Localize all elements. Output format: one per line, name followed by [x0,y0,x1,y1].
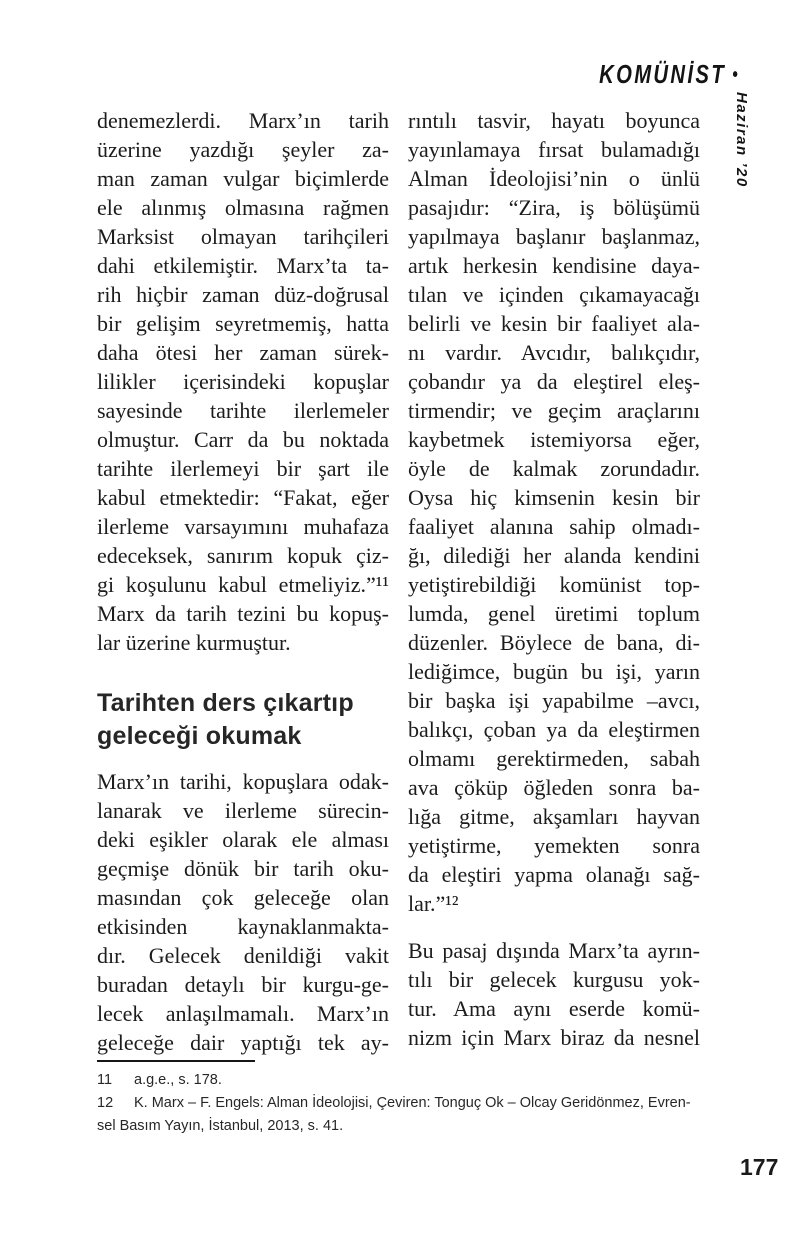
text-line: Marksist olmayan tarihçileri [97,224,389,249]
text-line: ğı, dilediği her alanda kendini [408,543,700,568]
text-line: kaybetmek istemiyorsa eğer, [408,427,700,452]
page-number: 177 [740,1154,779,1180]
text-line: olmamı gerektirmeden, sabah [408,746,700,771]
text-line: bir gelişim seyretmemiş, hatta [97,311,389,336]
text-line: lığa gitme, akşamları hayvan [408,804,700,829]
magazine-title-text: KOMÜNİST [599,59,727,89]
bullet-icon: • [732,64,738,86]
text-line: gi koşulunu kabul etmeliyiz.”¹¹ [97,572,389,597]
text-line: Marx’ın tarihi, kopuşlara odak- [97,769,389,794]
text-line: lediğimce, bugün bu işi, yarın [408,659,700,684]
text-line: tılı bir gelecek kurgusu yok- [408,967,700,992]
text-line: lecek anlaşılmamalı. Marx’ın [97,1001,389,1026]
text-line: balıkçı, çoban ya da eleştirmen [408,717,700,742]
footnote-line [97,1092,737,1115]
text-line: etkisinden kaynaklanmakta- [97,914,389,939]
text-line: olmuştur. Carr da bu noktada [97,427,389,452]
left-column [97,106,389,1057]
paragraph [97,106,389,657]
text-line: man zaman vulgar biçimlerde [97,166,389,191]
text-line: öyle de kalmak zorundadır. [408,456,700,481]
heading-line: geleceği okumak [97,722,302,750]
text-line: nı vardır. Avcıdır, balıkçıdır, [408,340,700,365]
text-line: sayesinde tarihte ilerlemeler [97,398,389,423]
text-line: kabul etmektedir: “Fakat, eğer [97,485,389,510]
text-line: ele alınmış olmasına rağmen [97,195,389,220]
footnote-list [97,1069,737,1138]
text-line: deki eşikler olarak ele alması [97,827,389,852]
text-line: ava çöküp öğleden sonra ba- [408,775,700,800]
text-line: tur. Ama aynı eserde komü- [408,996,700,1021]
text-line: dahi etkilemiştir. Marx’ta ta- [97,253,389,278]
footnote-number: 11 [97,1072,113,1088]
heading-line: Tarihten ders çıkartıp [97,689,354,717]
paragraph [408,936,700,1052]
text-line: yayınlamaya fırsat bulamadığı [408,137,700,162]
text-line: denemezlerdi. Marx’ın tarih [97,108,389,133]
text-line: geçmişe dönük bir tarih oku- [97,856,389,881]
text-line: Oysa hiç kimsenin kesin bir [408,485,700,510]
issue-date-vertical: Haziran ’20 [733,92,750,188]
footnote-line [97,1069,737,1092]
text-line: ilerleme varsayımını muhafaza [97,514,389,539]
footnote-text: a.g.e., s. 178. [134,1072,222,1088]
text-line: çobandır ya da eleştirel eleş- [408,369,700,394]
text-line: lar.”¹² [408,891,459,916]
text-line: tarihte ilerlemeyi bir şart ile [97,456,389,481]
text-line: Alman İdeolojisi’nin o ünlü [408,166,700,191]
text-line: bir başka işi yapabilme –avcı, [408,688,700,713]
text-line: lumda, genel üretimi toplum [408,601,700,626]
text-line: Marx da tarih tezini bu kopuş- [97,601,389,626]
footnote-number: 12 [97,1095,114,1111]
text-line: lilikler içerisindeki kopuşlar [97,369,389,394]
text-line: da eleştiri yapma olanağı sağ- [408,862,700,887]
text-line: artık herkesin kendisine daya- [408,253,700,278]
text-line: düzenler. Böylece de bana, di- [408,630,700,655]
text-line: yetiştirme, yemekten sonra [408,833,700,858]
text-line: pasajıdır: “Zira, iş bölüşümü [408,195,700,220]
text-line: faaliyet alanına sahip olmadı- [408,514,700,539]
text-line: tirmendir; ve geçim araçlarını [408,398,700,423]
section-heading [97,687,389,753]
paragraph [408,106,700,918]
footnote-separator [97,1060,255,1062]
text-line: rıntılı tasvir, hayatı boyunca [408,108,700,133]
text-line: geleceğe dair yaptığı tek ay- [97,1030,389,1055]
text-line: dır. Gelecek denildiği vakit [97,943,389,968]
text-line: Bu pasaj dışında Marx’ta ayrın- [408,938,700,963]
text-line: buradan detaylı bir kurgu-ge- [97,972,389,997]
footnote-text: K. Marx – F. Engels: Alman İdeolojisi, Çeviren: Tonguç Ok – Olcay Geridönmez, Evren- [134,1095,691,1111]
magazine-title [599,59,738,90]
text-line: masından çok geleceğe olan [97,885,389,910]
text-line: rih hiçbir zaman düz-doğrusal [97,282,389,307]
right-column [408,106,700,1052]
paragraph [97,767,389,1057]
text-line: tılan ve içinden çıkamayacağı [408,282,700,307]
text-line: yapılmaya başlanır başlanmaz, [408,224,700,249]
text-line: üzerine yazdığı şeyler za- [97,137,389,162]
footnotes-section [97,1060,737,1138]
text-line: belirli ve kesin bir faaliyet ala- [408,311,700,336]
text-line: daha ötesi her zaman sürek- [97,340,389,365]
text-line: lar üzerine kurmuştur. [97,630,291,655]
footnote-line [97,1115,737,1138]
text-line: edeceksek, sanırım kopuk çiz- [97,543,389,568]
text-line: yetiştirebildiği komünist top- [408,572,700,597]
text-line: lanarak ve ilerleme sürecin- [97,798,389,823]
footnote-text: sel Basım Yayın, İstanbul, 2013, s. 41. [97,1118,344,1134]
text-line: nizm için Marx biraz da nesnel [408,1025,700,1050]
